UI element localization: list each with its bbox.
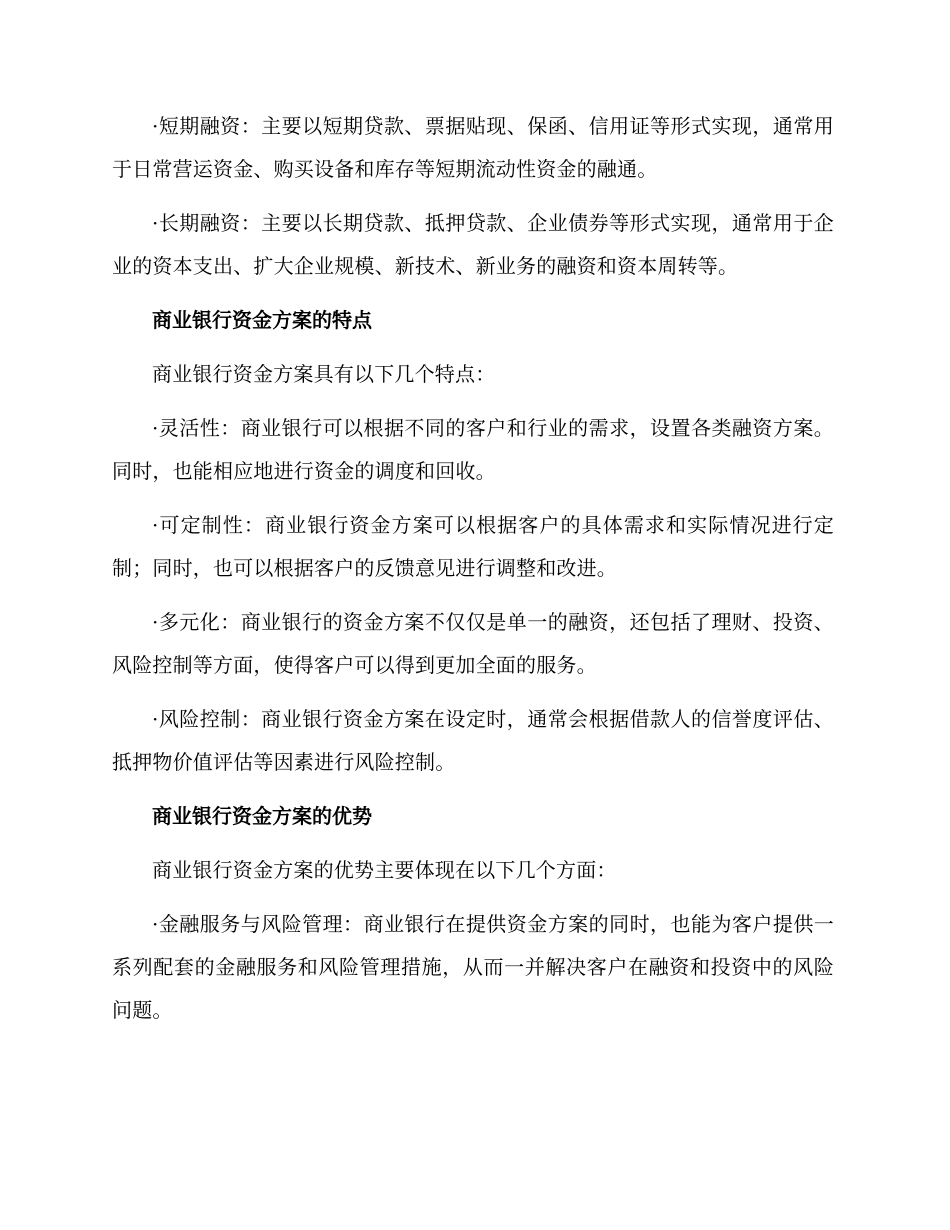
paragraph-features-intro: 商业银行资金方案具有以下几个特点： bbox=[152, 362, 496, 386]
paragraph-financial-services: ·金融服务与风险管理：商业银行在提供资金方案的同时，也能为客户提供一系列配套的金融服务和风险管理措施，从而一并解决客户在融资和投资中的风险问题。 bbox=[112, 912, 834, 1022]
paragraph-risk-control: ·风险控制：商业银行资金方案在设定时，通常会根据借款人的信誉度评估、抵押物价值评估等因素进行风险控制。 bbox=[112, 707, 834, 774]
section-heading-features: 商业银行资金方案的特点 bbox=[152, 308, 372, 332]
paragraph-advantages-intro: 商业银行资金方案的优势主要体现在以下几个方面： bbox=[152, 858, 617, 882]
paragraph-long-term-financing: ·长期融资：主要以长期贷款、抵押贷款、企业债券等形式实现，通常用于企业的资本支出、扩大企业规模、新技术、新业务的融资和资本周转等。 bbox=[112, 211, 834, 278]
paragraph-customizability: ·可定制性：商业银行资金方案可以根据客户的具体需求和实际情况进行定制；同时，也可以根据客户的反馈意见进行调整和改进。 bbox=[112, 513, 834, 580]
paragraph-diversification: ·多元化：商业银行的资金方案不仅仅是单一的融资，还包括了理财、投资、风险控制等方面，使得客户可以得到更加全面的服务。 bbox=[112, 610, 834, 677]
document-body bbox=[112, 105, 834, 1043]
section-heading-advantages: 商业银行资金方案的优势 bbox=[152, 804, 372, 828]
paragraph-flexibility: ·灵活性：商业银行可以根据不同的客户和行业的需求，设置各类融资方案。同时，也能相应地进行资金的调度和回收。 bbox=[112, 416, 834, 483]
paragraph-short-term-financing: ·短期融资：主要以短期贷款、票据贴现、保函、信用证等形式实现，通常用于日常营运资金、购买设备和库存等短期流动性资金的融通。 bbox=[112, 114, 834, 181]
